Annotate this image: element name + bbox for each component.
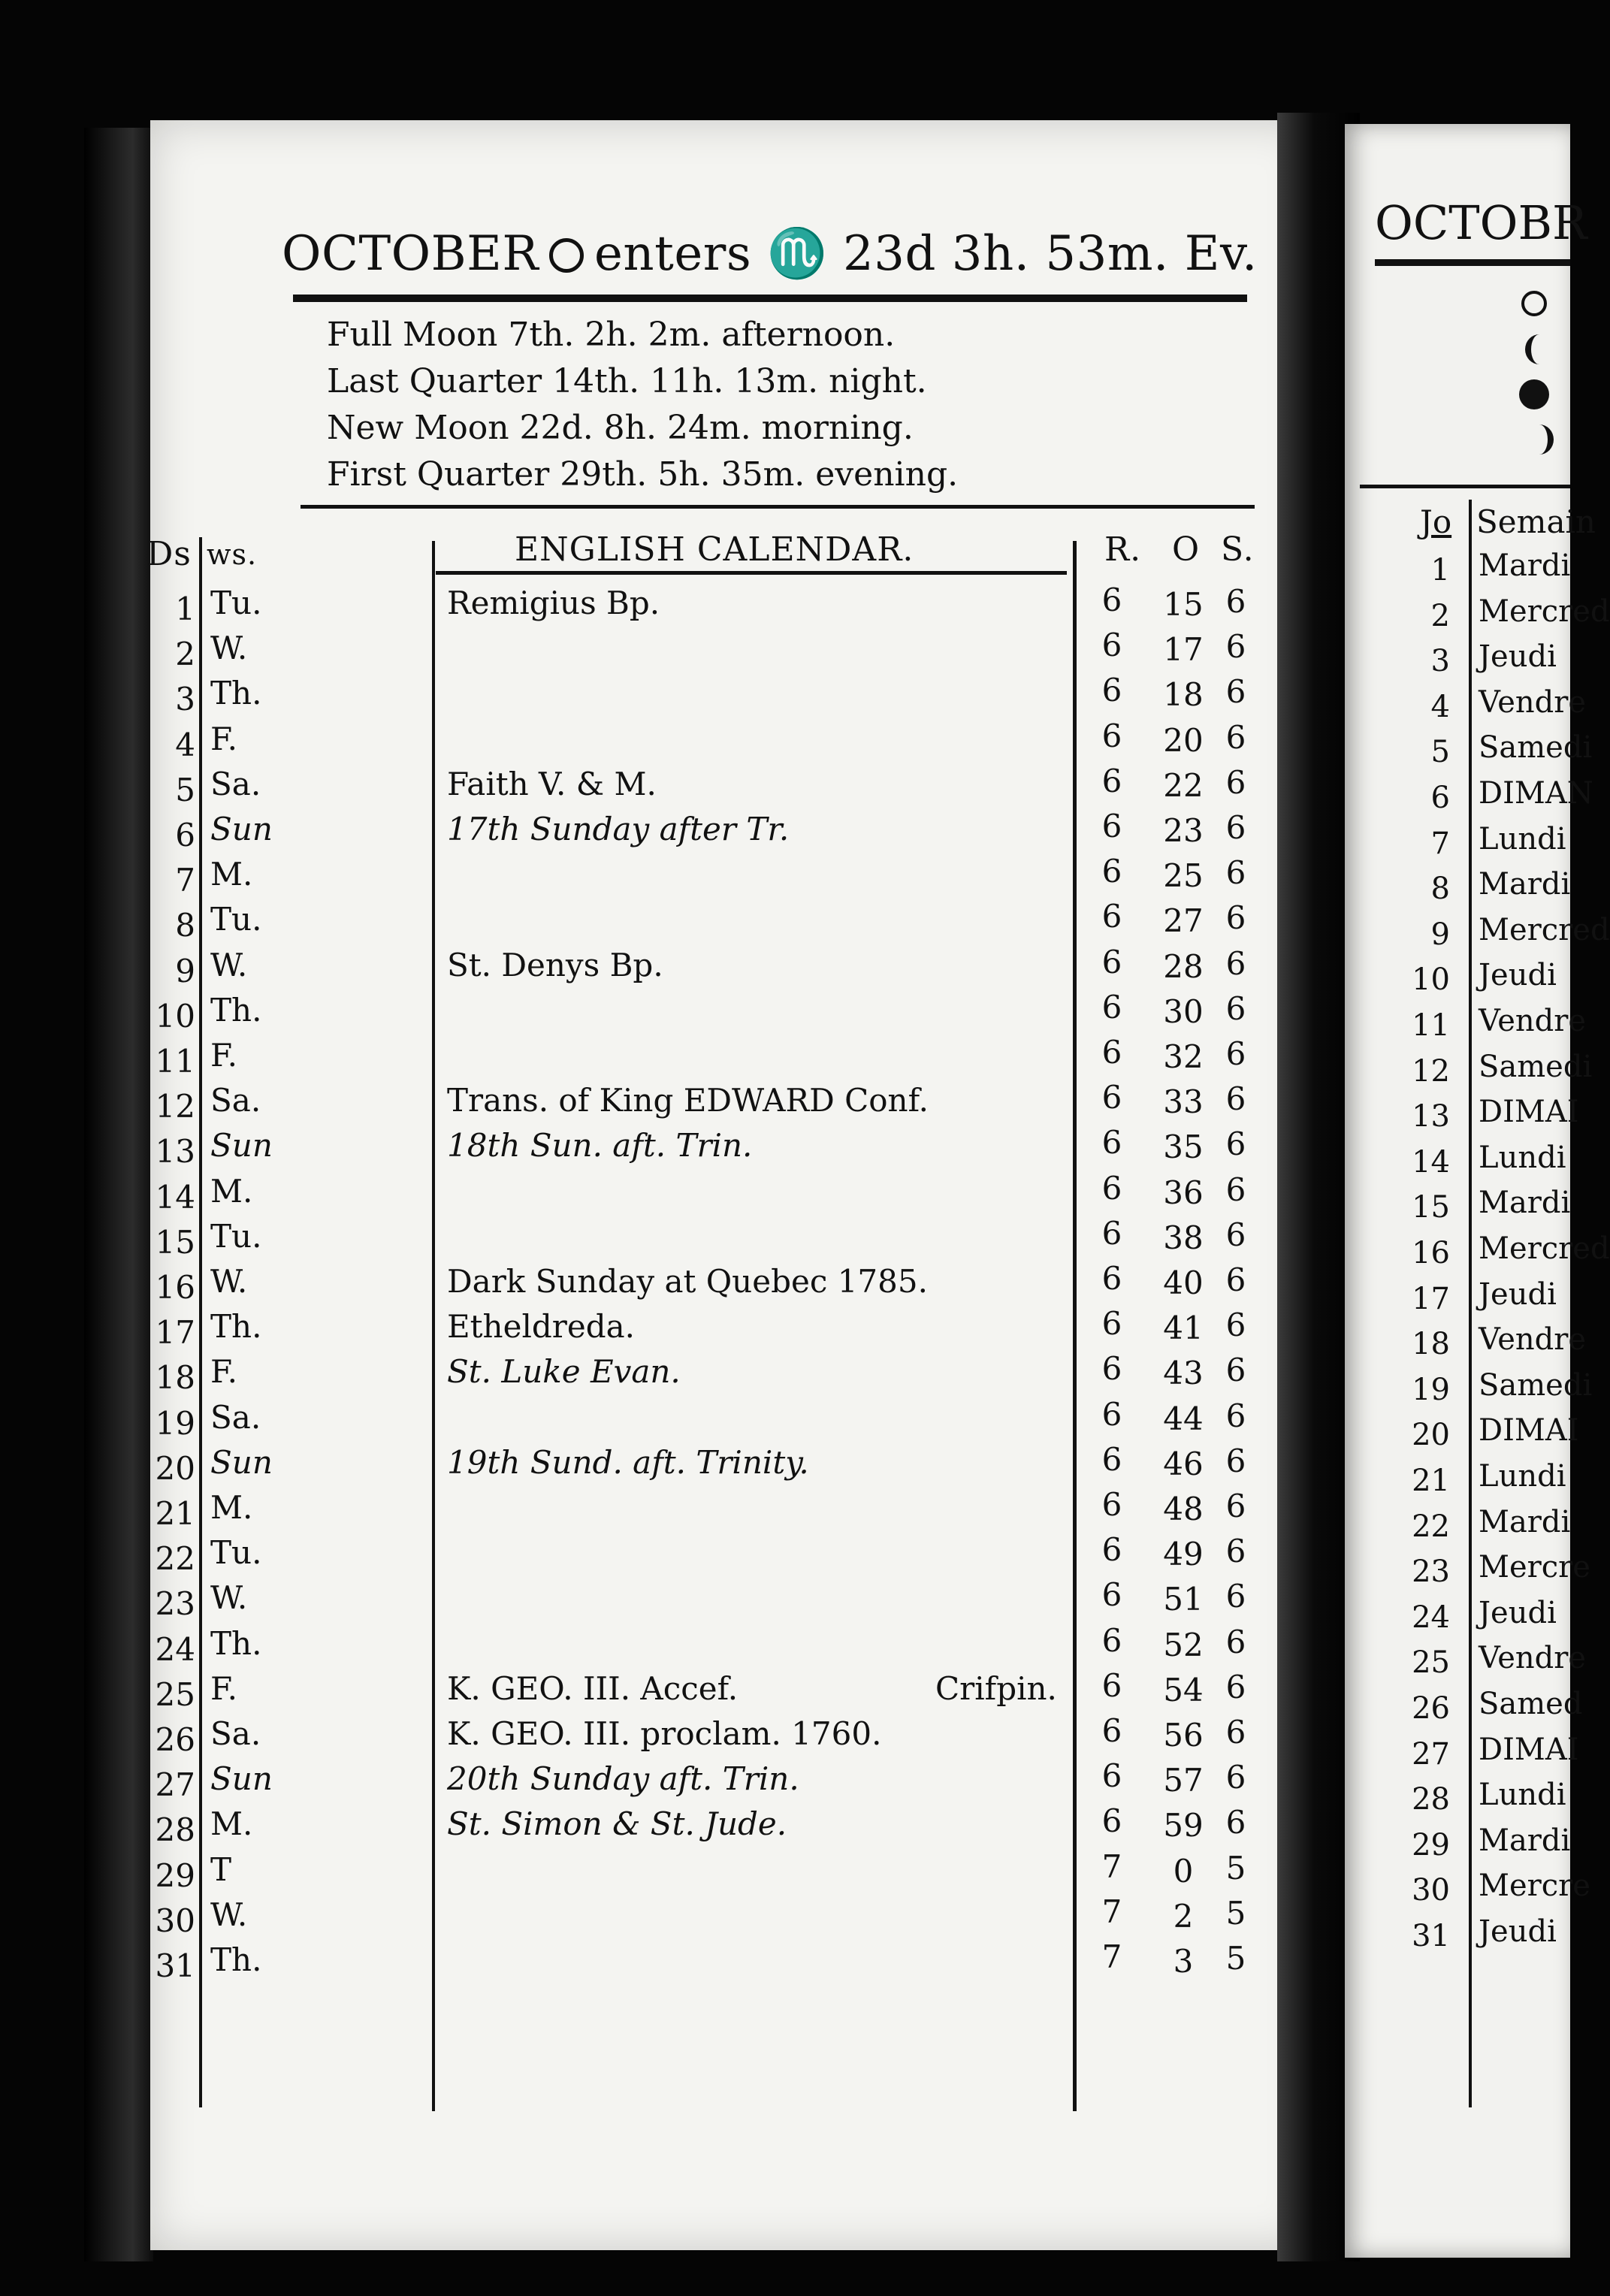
calendar-event: 20th Sunday aft. Trin.	[447, 1760, 799, 1798]
right-day-number: 25	[1412, 1645, 1450, 1681]
weekday: M.	[210, 1489, 253, 1526]
sunset-hour: 6	[1225, 583, 1246, 620]
weekday: Th.	[210, 991, 262, 1029]
day-number: 23	[155, 1585, 195, 1623]
sunrise-hour: 6	[1101, 717, 1122, 754]
right-weekday: DIMAN	[1479, 776, 1593, 811]
weekday: Sa.	[210, 1398, 261, 1436]
weekday: Tu.	[210, 901, 262, 938]
weekday: Sa.	[210, 1715, 261, 1752]
right-weekday: Jeudi	[1479, 1595, 1557, 1630]
right-weekday: Mardi	[1479, 1504, 1571, 1539]
sunrise-hour: 6	[1101, 1802, 1122, 1840]
sunrise-minute: 30	[1163, 992, 1204, 1030]
sun-icon	[549, 238, 584, 273]
right-weekday: Lundi	[1479, 1140, 1566, 1175]
sunrise-minute: 40	[1163, 1264, 1204, 1301]
first-quarter-line: First Quarter 29th. 5h. 35m. evening.	[327, 455, 959, 494]
sunrise-minute: 43	[1163, 1355, 1204, 1392]
weekday: Tu.	[210, 1217, 262, 1255]
left-page	[147, 120, 1311, 2250]
sunset-hour: 6	[1225, 1125, 1246, 1163]
sunrise-hour: 6	[1101, 1124, 1122, 1162]
right-day-number: 19	[1412, 1372, 1450, 1407]
right-day-number: 14	[1412, 1144, 1450, 1180]
day-number: 9	[175, 952, 195, 989]
days-header: Ds	[147, 535, 192, 573]
sunrise-hour: 6	[1101, 1440, 1122, 1478]
right-weekday: Samedi	[1479, 1367, 1593, 1403]
right-day-number: 6	[1430, 781, 1450, 815]
right-weekday: Mercre	[1479, 1550, 1590, 1585]
sunrise-minute: 38	[1163, 1219, 1204, 1256]
sunrise-minute: 35	[1163, 1128, 1204, 1166]
sunset-hour: 6	[1225, 1714, 1246, 1751]
right-day-number: 29	[1412, 1827, 1450, 1862]
sunrise-minute: 41	[1163, 1310, 1204, 1347]
sunset-hour: 6	[1225, 1623, 1246, 1660]
full-moon-icon	[1521, 291, 1547, 316]
right-weekday: Jeudi	[1479, 958, 1557, 993]
sunset-hour: 6	[1225, 763, 1246, 801]
sunset-hour: 6	[1225, 1397, 1246, 1434]
sunrise-hour: 6	[1101, 762, 1122, 799]
right-day-number: 4	[1430, 689, 1450, 724]
calendar-header-rule	[436, 571, 1067, 575]
day-number: 31	[155, 1947, 195, 1984]
sunset-hour: 6	[1225, 1307, 1246, 1344]
sunrise-hour: 6	[1101, 672, 1122, 709]
weekday: W.	[210, 1896, 248, 1933]
day-number: 10	[155, 997, 195, 1035]
day-number: 30	[155, 1902, 195, 1939]
sunset-hour: 6	[1225, 1488, 1246, 1524]
right-day-number: 5	[1430, 735, 1450, 770]
right-weekday: Lundi	[1479, 821, 1566, 856]
right-weekday: DIMAI	[1479, 1413, 1579, 1449]
sunset-hour: 6	[1225, 899, 1246, 937]
sunrise-minute: 27	[1163, 902, 1204, 940]
sunrise-minute: 17	[1163, 631, 1204, 669]
sunrise-minute: 57	[1163, 1762, 1204, 1799]
sunrise-hour: 6	[1101, 1757, 1122, 1795]
new-moon-icon	[1519, 379, 1549, 409]
sunset-hour: 5	[1225, 1849, 1246, 1887]
sunrise-minute: 54	[1163, 1671, 1204, 1708]
day-number: 6	[175, 817, 195, 853]
right-day-number: 27	[1412, 1736, 1450, 1772]
sunset-hour: 6	[1225, 1442, 1246, 1479]
sunrise-minute: 0	[1173, 1852, 1194, 1890]
right-weekday: Mardi	[1479, 867, 1571, 902]
right-weekday: Vendre	[1479, 1322, 1587, 1358]
sunrise-hour: 6	[1101, 943, 1122, 980]
day-number: 12	[155, 1088, 195, 1125]
right-weekday: Vendre	[1479, 1641, 1587, 1676]
sunset-hour: 6	[1225, 1804, 1246, 1841]
weekday: Sun	[210, 1760, 273, 1798]
month-heading	[282, 225, 1258, 282]
sunrise-hour: 7	[1101, 1938, 1122, 1975]
sunset-hour: 6	[1225, 1171, 1246, 1208]
day-number: 29	[155, 1856, 195, 1894]
sunrise-minute: 51	[1163, 1581, 1204, 1618]
right-day-number: 9	[1430, 917, 1450, 952]
sunset-hour: 6	[1225, 944, 1246, 982]
weekday: Sa.	[210, 765, 261, 802]
right-weekday: Jeudi	[1479, 1914, 1557, 1949]
rise-header: R.	[1104, 530, 1142, 569]
day-number: 25	[155, 1675, 195, 1713]
event-divider-left	[432, 541, 435, 2111]
calendar-event: Dark Sunday at Quebec 1785.	[447, 1263, 928, 1300]
weekday: Th.	[210, 675, 262, 712]
quarter-moon-icon	[1525, 334, 1554, 364]
right-heading-rule	[1375, 259, 1570, 266]
right-divider	[1469, 500, 1472, 2107]
sunrise-minute: 46	[1163, 1445, 1204, 1482]
sunrise-hour: 6	[1101, 1486, 1122, 1523]
day-number: 19	[155, 1404, 195, 1442]
day-number: 20	[155, 1449, 195, 1487]
calendar-header: ENGLISH CALENDAR.	[515, 530, 914, 569]
sunrise-hour: 6	[1101, 1395, 1122, 1433]
sunrise-hour: 6	[1101, 853, 1122, 890]
weekday: T	[210, 1850, 232, 1888]
right-weekday: Mardi	[1479, 1186, 1571, 1221]
sunrise-minute: 52	[1163, 1626, 1204, 1663]
day-number: 14	[155, 1178, 195, 1216]
weekday-divider	[199, 537, 202, 2107]
calendar-event: K. GEO. III. proclam. 1760.	[447, 1715, 882, 1752]
day-number: 2	[175, 636, 195, 673]
sunrise-minute: 32	[1163, 1038, 1204, 1075]
weekday: Th.	[210, 1624, 262, 1662]
right-weekday: Mercred	[1479, 1231, 1610, 1266]
right-phase-rule	[1360, 485, 1570, 488]
new-moon-line: New Moon 22d. 8h. 24m. morning.	[327, 409, 914, 447]
sunrise-hour: 6	[1101, 1621, 1122, 1659]
sunset-hour: 6	[1225, 1216, 1246, 1253]
weekday: Sun	[210, 811, 273, 847]
right-weekday: Mercred	[1479, 912, 1610, 947]
sunrise-minute: 49	[1163, 1536, 1204, 1573]
right-day-number: 30	[1412, 1873, 1450, 1908]
weekday: F.	[210, 1669, 237, 1707]
sunset-hour: 6	[1225, 718, 1246, 756]
sunrise-minute: 2	[1173, 1897, 1194, 1935]
day-number: 28	[155, 1811, 195, 1849]
right-weekday: Jeudi	[1479, 1276, 1557, 1312]
day-number: 27	[155, 1766, 195, 1804]
moon-phase-list	[327, 312, 958, 498]
right-weekday: Lundi	[1479, 1778, 1566, 1813]
weekday: W.	[210, 630, 248, 667]
right-day-number: 1	[1430, 553, 1450, 588]
set-header: S.	[1221, 530, 1255, 569]
day-number: 3	[175, 681, 195, 718]
sunset-hour: 6	[1225, 1261, 1246, 1298]
calendar-event: 17th Sunday after Tr.	[447, 811, 790, 847]
right-day-number: 18	[1412, 1327, 1450, 1362]
right-weekday: Vendre	[1479, 1004, 1587, 1038]
sunrise-minute: 36	[1163, 1174, 1204, 1211]
sunrise-minute: 25	[1163, 857, 1204, 895]
sunrise-hour: 6	[1101, 1079, 1122, 1116]
sunset-hour: 6	[1225, 1080, 1246, 1118]
first-quarter-moon-icon	[1525, 424, 1554, 455]
weekday-header: ws.	[207, 538, 258, 571]
sunset-hour: 5	[1225, 1940, 1246, 1977]
weekday: W.	[210, 1263, 248, 1300]
day-number: 4	[175, 726, 195, 763]
day-number: 13	[155, 1133, 195, 1171]
sunset-hour: 6	[1225, 1533, 1246, 1570]
right-day-number: 21	[1412, 1464, 1450, 1498]
right-month-heading: OCTOBR	[1375, 195, 1587, 250]
sunrise-hour: 6	[1101, 1350, 1122, 1388]
right-weekday: Jeudi	[1479, 639, 1557, 675]
sunrise-hour: 6	[1101, 1214, 1122, 1252]
sunrise-hour: 7	[1101, 1847, 1122, 1885]
calendar-event: Faith V. & M.	[447, 765, 657, 802]
calendar-event: Trans. of King EDWARD Conf.	[447, 1082, 929, 1119]
sunrise-minute: 3	[1173, 1943, 1194, 1980]
right-weekday: Samed	[1479, 1687, 1583, 1721]
heading-rule	[293, 295, 1247, 302]
calendar-event: 18th Sun. aft. Trin.	[447, 1127, 753, 1165]
sunrise-minute: 22	[1163, 766, 1204, 804]
weekday: W.	[210, 1579, 248, 1617]
right-day-number: 13	[1412, 1099, 1450, 1134]
sunset-hour: 6	[1225, 1759, 1246, 1796]
sunrise-minute: 44	[1163, 1400, 1204, 1437]
sunset-hour: 6	[1225, 628, 1246, 666]
phase-rule	[301, 505, 1255, 509]
sunrise-hour: 6	[1101, 1576, 1122, 1614]
last-quarter-line: Last Quarter 14th. 11h. 13m. night.	[327, 362, 927, 400]
sunrise-hour: 6	[1101, 988, 1122, 1026]
right-day-number: 2	[1430, 598, 1450, 633]
right-page	[1345, 124, 1610, 2258]
sunset-hour: 6	[1225, 989, 1246, 1027]
ingress-time: 23d 3h. 53m. Ev.	[843, 226, 1258, 282]
sunset-hour: 6	[1225, 854, 1246, 892]
day-number: 8	[175, 907, 195, 944]
sunrise-minute: 33	[1163, 1083, 1204, 1121]
weekday: Th.	[210, 1308, 262, 1346]
sunrise-hour: 6	[1101, 808, 1122, 844]
day-number: 7	[175, 862, 195, 899]
right-day-number: 20	[1412, 1418, 1450, 1453]
sunset-hour: 6	[1225, 809, 1246, 846]
right-weekday: DIMAI	[1479, 1095, 1579, 1130]
sunrise-hour: 6	[1101, 1666, 1122, 1704]
calendar-event: Remigius Bp.	[447, 585, 660, 621]
sunrise-minute: 56	[1163, 1717, 1204, 1754]
sunrise-hour: 6	[1101, 1260, 1122, 1297]
sunrise-minute: 28	[1163, 947, 1204, 985]
right-weekday: Mercred	[1479, 594, 1610, 629]
sunset-hour: 6	[1225, 1035, 1246, 1072]
right-weekday: Mardi	[1479, 1823, 1571, 1858]
sunrise-minute: 23	[1163, 812, 1204, 849]
sunrise-hour: 6	[1101, 1531, 1122, 1569]
right-day-number: 31	[1412, 1919, 1450, 1953]
calendar-event: St. Denys Bp.	[447, 946, 663, 983]
scorpio-symbol: ♏	[767, 226, 828, 282]
sunrise-hour: 6	[1101, 1712, 1122, 1749]
right-days-header: Jo	[1420, 503, 1452, 540]
right-weekday: Lundi	[1479, 1459, 1566, 1494]
sunset-hour: 6	[1225, 1668, 1246, 1705]
sunset-hour: 6	[1225, 1352, 1246, 1389]
weekday: Sa.	[210, 1082, 261, 1119]
day-number: 5	[175, 771, 195, 808]
sunrise-hour: 6	[1101, 582, 1122, 618]
day-number: 16	[155, 1269, 195, 1306]
right-weekday: Samedi	[1479, 1049, 1593, 1084]
sunrise-hour: 6	[1101, 1169, 1122, 1207]
sunset-hour: 6	[1225, 1578, 1246, 1615]
right-day-number: 11	[1412, 1008, 1450, 1043]
calendar-event: St. Simon & St. Jude.	[447, 1805, 787, 1843]
right-day-number: 26	[1412, 1691, 1450, 1726]
weekday: F.	[210, 1353, 237, 1391]
right-day-number: 28	[1412, 1782, 1450, 1817]
right-day-number: 7	[1430, 826, 1450, 861]
day-number: 15	[155, 1223, 195, 1261]
right-day-number: 17	[1412, 1281, 1450, 1316]
sunrise-minute: 48	[1163, 1491, 1204, 1527]
sign-text: enters	[594, 226, 752, 282]
calendar-event: Etheldreda.	[447, 1308, 635, 1346]
sunrise-minute: 59	[1163, 1807, 1204, 1844]
event-divider-right	[1073, 541, 1077, 2111]
right-day-number: 8	[1430, 872, 1450, 907]
right-day-number: 15	[1412, 1190, 1450, 1225]
right-weekday-header: Semain	[1476, 503, 1596, 540]
sunrise-hour: 6	[1101, 1034, 1122, 1071]
weekday: Sun	[210, 1443, 273, 1481]
right-day-number: 10	[1412, 962, 1450, 998]
right-weekday: Samedi	[1479, 730, 1593, 766]
sunrise-minute: 18	[1163, 676, 1204, 714]
sunrise-hour: 6	[1101, 627, 1122, 664]
weekday: F.	[210, 1037, 237, 1074]
right-weekday: Mardi	[1479, 548, 1571, 583]
sunrise-hour: 6	[1101, 898, 1122, 935]
day-number: 1	[175, 591, 195, 627]
weekday: Tu.	[210, 1534, 262, 1572]
calendar-event: St. Luke Evan.	[447, 1353, 681, 1391]
right-day-number: 22	[1412, 1509, 1450, 1544]
day-number: 21	[155, 1495, 195, 1532]
weekday: W.	[210, 946, 248, 983]
sunrise-hour: 6	[1101, 1305, 1122, 1343]
weekday: M.	[210, 1805, 253, 1843]
right-weekday: DIMAI	[1479, 1732, 1579, 1767]
day-number: 24	[155, 1630, 195, 1668]
sun-header: O	[1172, 530, 1201, 569]
right-day-number: 24	[1412, 1600, 1450, 1635]
right-day-number: 23	[1412, 1554, 1450, 1590]
day-number: 18	[155, 1359, 195, 1397]
calendar-event: K. GEO. III. Accef.	[447, 1669, 739, 1707]
weekday: Tu.	[210, 585, 262, 621]
sunrise-minute: 15	[1163, 586, 1204, 623]
day-number: 17	[155, 1314, 195, 1352]
calendar-event: 19th Sund. aft. Trinity.	[447, 1443, 809, 1481]
weekday: M.	[210, 856, 253, 893]
weekday: F.	[210, 720, 237, 757]
sunrise-minute: 20	[1163, 721, 1204, 759]
month-name: OCTOBER	[282, 226, 539, 282]
weekday: Sun	[210, 1127, 273, 1165]
right-day-number: 3	[1430, 644, 1450, 679]
right-weekday: Mercre	[1479, 1869, 1590, 1904]
full-moon-line: Full Moon 7th. 2h. 2m. afternoon.	[327, 316, 896, 354]
sunset-hour: 6	[1225, 673, 1246, 711]
weekday: Th.	[210, 1941, 262, 1978]
day-number: 22	[155, 1540, 195, 1578]
calendar-event-secondary: Crifpin.	[935, 1669, 1057, 1707]
weekday: M.	[210, 1172, 253, 1210]
day-number: 11	[155, 1043, 195, 1080]
sunrise-hour: 7	[1101, 1893, 1122, 1930]
sunset-hour: 5	[1225, 1894, 1246, 1932]
right-weekday: Vendre	[1479, 684, 1587, 720]
day-number: 26	[155, 1721, 195, 1758]
right-day-number: 16	[1412, 1236, 1450, 1270]
right-day-number: 12	[1412, 1053, 1450, 1089]
